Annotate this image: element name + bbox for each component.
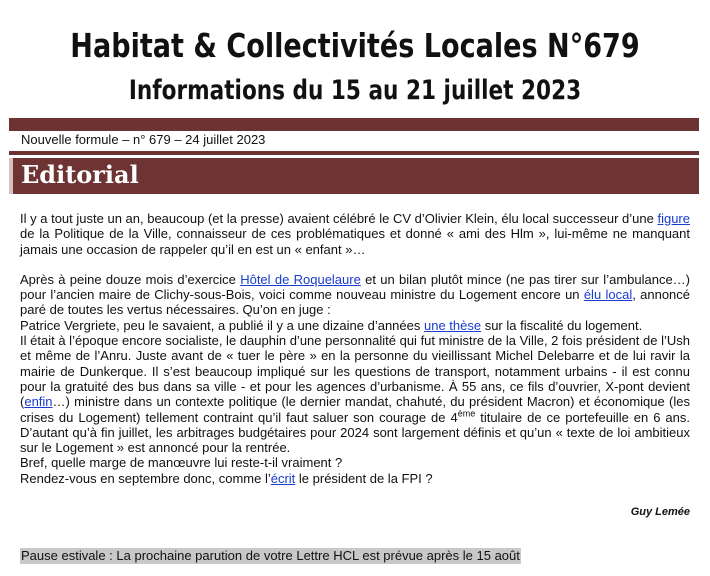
header-divider-bottom bbox=[9, 151, 699, 155]
section-banner bbox=[9, 158, 699, 194]
paragraph-thesis: Patrice Vergriete, peu le savaient, a publié il y a une dizaine d’années une thèse sur la fiscalité du logement. bbox=[20, 317, 643, 333]
summer-break-notice: Pause estivale : La prochaine parution de votre Lettre HCL est prévue après le 15 août bbox=[21, 548, 520, 563]
link-ecrit[interactable]: écrit bbox=[270, 470, 296, 486]
editorial-body bbox=[20, 211, 690, 486]
paragraph-minister: Après à peine douze mois d’exercice Hôtel de Roquelaure et un bilan plutôt mince (ne pas tirer sur l’ambulance…) pour l’ancien maire de Clichy-sous-Bois, voici comme nouveau ministre du Logement encore un élu local, annoncé paré de toutes les vertus nécessaires. Qu’on en juge : bbox=[20, 271, 691, 318]
link-elu-local[interactable]: élu local bbox=[583, 287, 633, 303]
link-figure[interactable]: figure bbox=[657, 211, 690, 226]
link-hotel-roquelaure[interactable]: Hôtel de Roquelaure bbox=[240, 271, 361, 287]
paragraph-question: Bref, quelle marge de manœuvre lui reste-t-il vraiment ? bbox=[20, 455, 343, 471]
newsletter-subtitle: Informations du 15 au 21 juillet 2023 bbox=[128, 75, 582, 106]
paragraph-closing: Rendez-vous en septembre donc, comme l’écrit le président de la FPI ? bbox=[20, 470, 433, 486]
issue-line: Nouvelle formule – n° 679 – 24 juillet 2023 bbox=[21, 132, 266, 147]
link-enfin[interactable]: enfin bbox=[24, 394, 53, 410]
section-title: Editorial bbox=[21, 160, 139, 189]
paragraph-biography: Il était à l’époque encore socialiste, le dauphin d’une personnalité qui fut ministre de la Ville, 2 fois président de l’Ush et même de l’Anru. Juste avant de « tuer le père » en la personne du vieillissant Michel Delebarre et de lui ravir la mairie de Dunkerque. Il s’est beaucoup impliqué sur les questions de transport, notamment urbains - il est connu pour la gratuité des bus dans sa ville - et pour les agences d’urbanisme. À 55 ans, ce fils d’ouvrier, X-pont devient (enfin…) ministre dans un contexte politique (le dernier mandat, chahuté, du président Macron) et économique (les crises du Logement) tellement contraint qu’il faut saluer son courage de 4ème titulaire de ce portefeuille en 6 ans. D’autant qu’à fin juillet, les arbitrages budgétaires pour 2024 sont largement définis et qu’un « texte de loi ambitieux sur le Logement » est annoncé pour la rentrée. bbox=[20, 333, 690, 456]
link-these[interactable]: une thèse bbox=[423, 317, 482, 333]
newsletter-title: Habitat & Collectivités Locales N°679 bbox=[70, 26, 640, 65]
paragraph-intro: Il y a tout juste un an, beaucoup (et la presse) avaient célébré le CV d’Olivier Klein, élu local successeur d’une figure de la Politique de la Ville, connaisseur de ces problématiques et donné « ami des Hlm », lui-même ne manquant jamais une occasion de rappeler qu’il en est un « enfant »… bbox=[20, 211, 690, 257]
author-signature: Guy Lemée bbox=[630, 506, 690, 518]
header-divider-top bbox=[9, 118, 699, 131]
